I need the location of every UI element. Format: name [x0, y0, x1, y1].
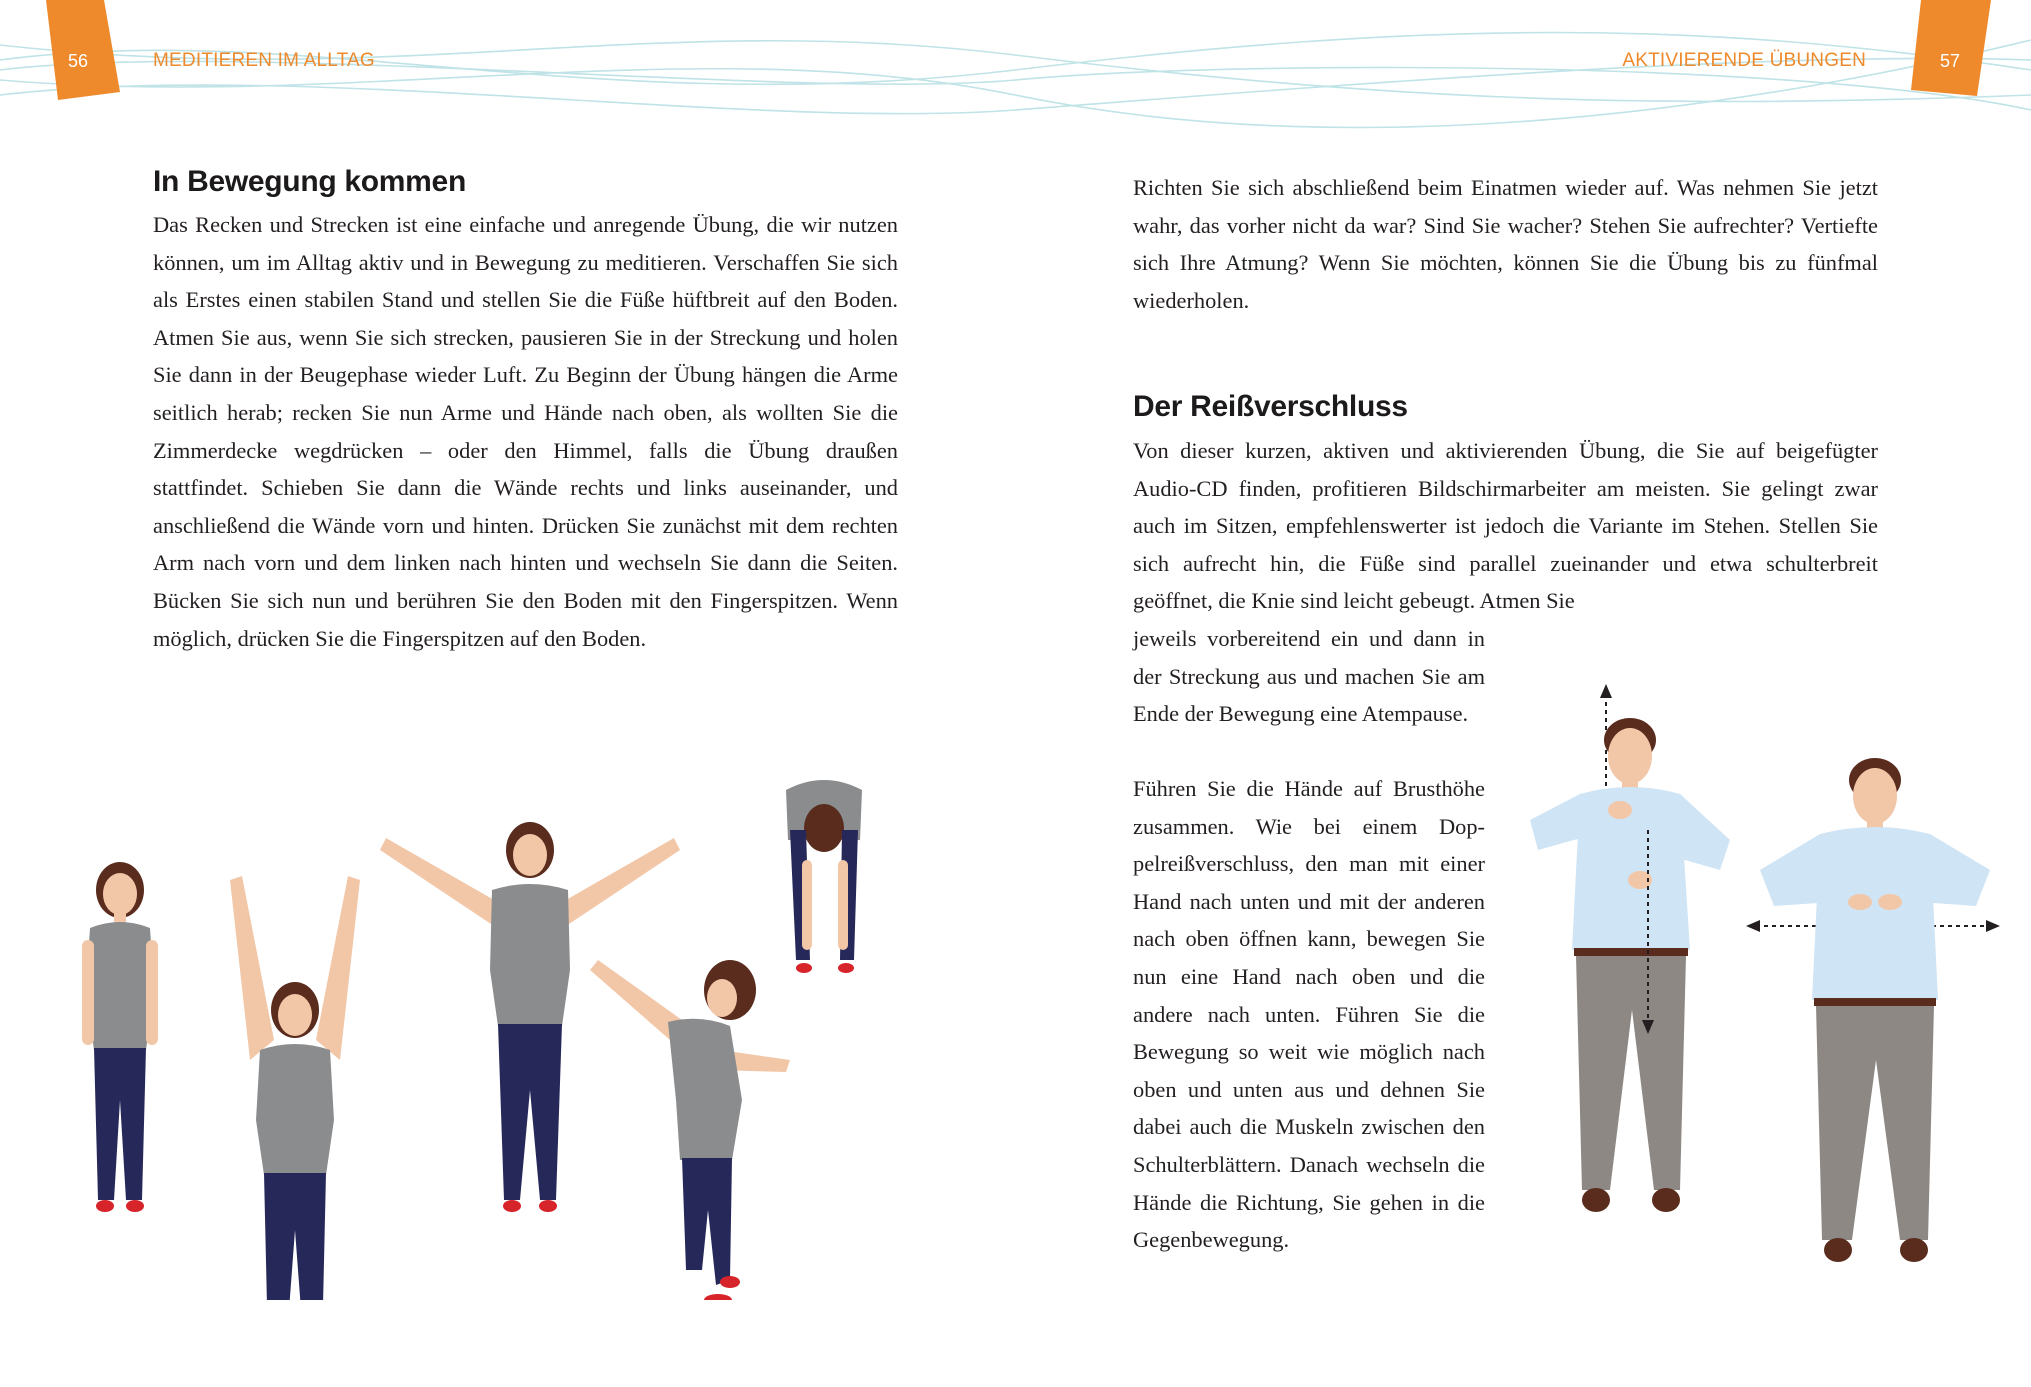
paragraph-reissverschluss-intro: Von dieser kurzen, aktiven und aktivierenden Übung, die Sie auf beigefügter Audio-CD finden, profitieren Bildschirmarbeiter am meisten. Sie gelingt zwar auch im Sitzen, empfehlenswerter ist jedoch die Variante im Stehen. Stellen Sie sich aufrecht hin, die Füße sind parallel zueinander und etwa schulterbreit geöffnet, die Knie sind leicht gebeugt. Atmen Sie	[1133, 438, 1878, 614]
woman-twist-figure	[590, 960, 790, 1300]
woman-bending-figure	[786, 780, 862, 973]
paragraph-reissverschluss-atmung: jeweils vorbereitend ein und dann in der Streckung aus und machen Sie am Ende der Bewegung eine Atempause.	[1133, 626, 1485, 727]
woman-arms-sideways-figure	[380, 822, 680, 1212]
paragraph-reissverschluss-bewegung: Führen Sie die Hände auf Brusthöhe zusammen. Wie bei einem Doppelreißverschluss, den man mit einer Hand nach unten und mit der anderen nach oben öffnen kann, bewegen Sie nun eine Hand nach oben und die andere nach unten. Führen Sie die Bewegung so weit wie möglich nach oben und unten aus und dehnen Sie dabei auch die Muskeln zwischen den Schulterblättern. Danach wechseln die Hände die Richtung, Sie gehen in die Gegenbewegung.	[1133, 776, 1485, 1253]
page-number-left: 56	[68, 51, 89, 71]
running-head-left: MEDITIEREN IM ALLTAG	[153, 50, 375, 71]
woman-standing-figure	[82, 862, 158, 1212]
paragraph-abschluss: Richten Sie sich abschließend beim Einatmen wieder auf. Was nehmen Sie jetzt wahr, das vorher nicht da war? Sind Sie wacher? Stehen Sie aufrechter? Vertiefte sich Ihre Atmung? Wenn Sie möchten, können Sie die Übung bis zu fünfmal wiederholen.	[1133, 175, 1878, 313]
man-horizontal-zipper-figure	[1746, 758, 2000, 1262]
paragraph-recken-strecken: Das Recken und Strecken ist eine einfache und anregende Übung, die wir nutzen können, um im Alltag aktiv und in Bewegung zu meditieren. Verschaffen Sie sich als Erstes einen stabilen Stand und stellen Sie die Füße hüftbreit auf den Boden. Atmen Sie aus, wenn Sie sich strecken, pausieren Sie in der Streckung und holen Sie dann in der Beugephase wieder Luft. Zu Beginn der Übung hängen die Arme seitlich herab; recken Sie nun Arme und Hände nach oben, als wollten Sie die Zimmerdecke wegdrücken – oder den Himmel, falls die Übung draußen stattfindet. Schieben Sie dann die Wände rechts und links auseinander, und anschließend die Wände vorn und hinten. Drücken Sie zunächst mit dem rechten Arm nach vorn und dem linken nach hinten und wechseln Sie dann die Seiten. Bücken Sie sich nun und berühren Sie den Boden mit den Fingerspitzen. Wenn möglich, drücken Sie die Fingerspitzen auf den Boden.	[153, 212, 898, 651]
zipper-exercise-illustration	[1500, 680, 2020, 1290]
running-head-right: AKTIVIERENDE ÜBUNGEN	[1622, 50, 1866, 71]
page-number-tab-left	[38, 0, 122, 100]
woman-arms-up-figure	[230, 876, 360, 1300]
page-number-tab-right	[1911, 0, 1995, 100]
heading-in-bewegung-kommen: In Bewegung kommen	[153, 165, 466, 198]
stretching-exercise-illustration	[60, 770, 890, 1300]
heading-reissverschluss: Der Reißverschluss	[1133, 390, 1408, 423]
page-number-right: 57	[1940, 51, 1961, 71]
man-vertical-zipper-figure	[1530, 684, 1730, 1212]
